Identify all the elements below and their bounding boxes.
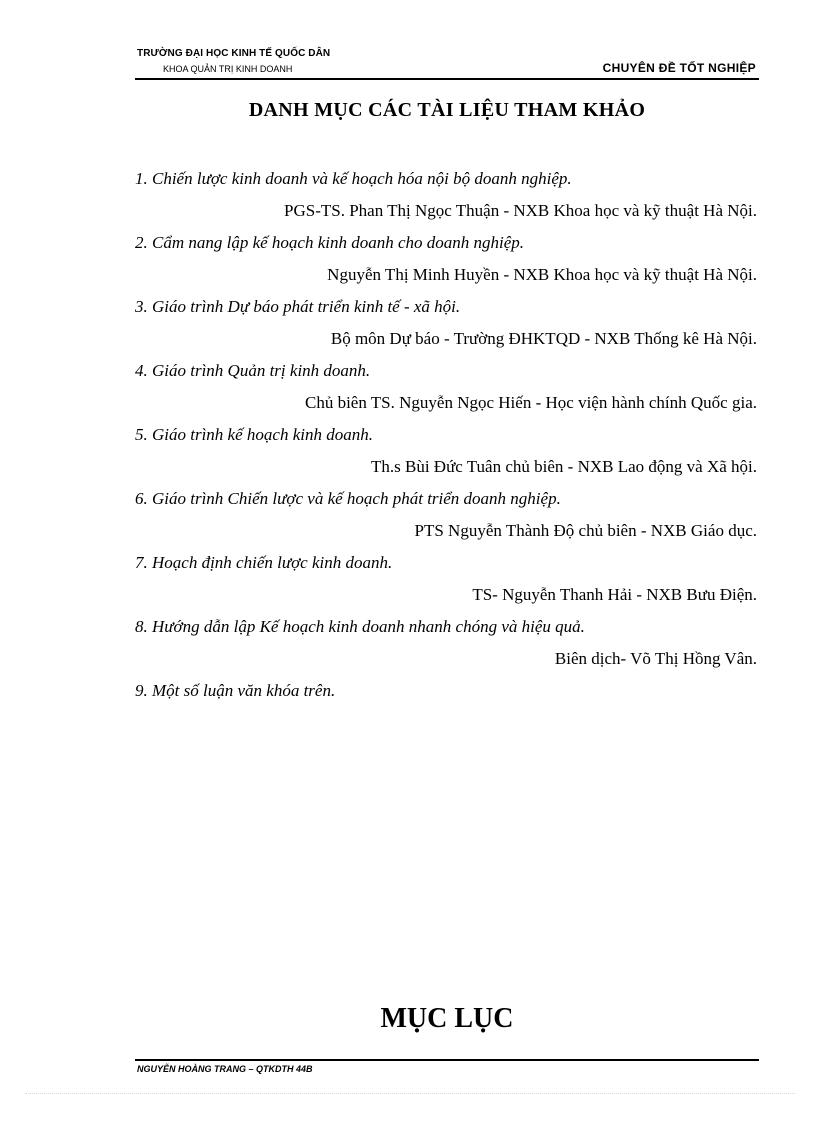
reference-title: 1. Chiến lược kinh doanh và kế hoạch hóa nội bộ doanh nghiệp. [135, 169, 572, 188]
reference-title: 4. Giáo trình Quản trị kinh doanh. [135, 361, 371, 380]
reference-item [135, 678, 757, 710]
reference-item [135, 614, 757, 678]
reference-item [135, 166, 757, 230]
reference-item [135, 422, 757, 486]
footer-divider [135, 1059, 759, 1061]
reference-title: 3. Giáo trình Dự báo phát triển kinh tế - xã hội. [135, 297, 461, 316]
faculty-name: KHOA QUẢN TRỊ KINH DOANH [163, 64, 293, 74]
reference-title: 2. Cẩm nang lập kế hoạch kinh doanh cho doanh nghiệp. [135, 233, 525, 252]
reference-item [135, 294, 757, 358]
reference-source: PGS-TS. Phan Thị Ngọc Thuận - NXB Khoa học và kỹ thuật Hà Nội. [284, 201, 757, 220]
reference-title: 9. Một số luận văn khóa trên. [135, 681, 336, 700]
reference-list [135, 166, 757, 710]
reference-source: Th.s Bùi Đức Tuân chủ biên - NXB Lao động và Xã hội. [370, 457, 757, 476]
reference-item [135, 358, 757, 422]
footer-author: NGUYỄN HOÀNG TRANG – QTKDTH 44B [137, 1064, 313, 1074]
reference-title: 8. Hướng dẫn lập Kế hoạch kinh doanh nhanh chóng và hiệu quả. [135, 617, 585, 636]
reference-source: Chủ biên TS. Nguyễn Ngọc Hiến - Học viện hành chính Quốc gia. [305, 393, 757, 412]
reference-title: 7. Hoạch định chiến lược kinh doanh. [135, 553, 393, 572]
reference-source: PTS Nguyễn Thành Độ chủ biên - NXB Giáo dục. [414, 521, 757, 540]
reference-title: 5. Giáo trình kế hoạch kinh doanh. [135, 425, 373, 444]
reference-item [135, 486, 757, 550]
reference-source: Nguyễn Thị Minh Huyền - NXB Khoa học và kỹ thuật Hà Nội. [327, 265, 757, 284]
header-divider [135, 78, 759, 80]
reference-source: Bộ môn Dự báo - Trường ĐHKTQD - NXB Thống kê Hà Nội. [330, 329, 757, 348]
page-title: DANH MỤC CÁC TÀI LIỆU THAM KHẢO [248, 99, 646, 121]
reference-item [135, 550, 757, 614]
university-name: TRƯỜNG ĐẠI HỌC KINH TẾ QUỐC DÂN [137, 48, 331, 59]
table-of-contents-title: MỤC LỤC [380, 1003, 514, 1034]
document-type: CHUYÊN ĐỀ TỐT NGHIỆP [602, 61, 756, 75]
reference-title: 6. Giáo trình Chiến lược và kế hoạch phát triển doanh nghiệp. [135, 489, 561, 508]
reference-source: Biên dịch- Võ Thị Hồng Vân. [554, 649, 757, 668]
reference-source: TS- Nguyễn Thanh Hải - NXB Bưu Điện. [472, 585, 757, 604]
page-break-line [25, 1093, 795, 1094]
reference-item [135, 230, 757, 294]
